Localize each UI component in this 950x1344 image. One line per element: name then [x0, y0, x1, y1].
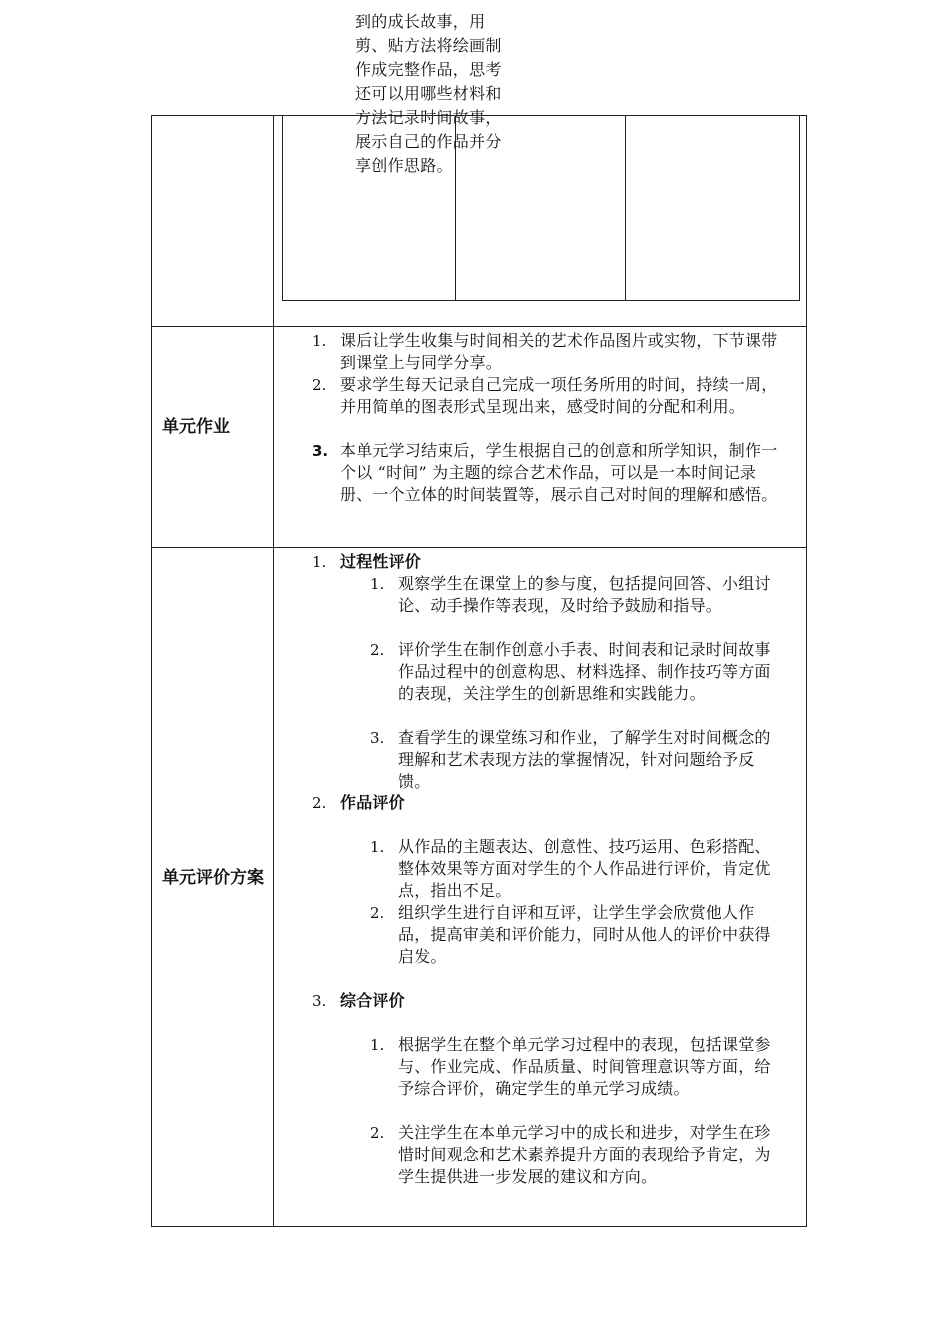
- evaluation-label: 单元评价方案: [162, 868, 264, 888]
- evaluation-item-text: 观察学生在课堂上的参与度，包括提问回答、小组讨论、动手操作等表现，及时给予鼓励和指导。: [398, 574, 771, 615]
- evaluation-section-title: 作品评价: [340, 793, 405, 812]
- homework-item-text: 要求学生每天记录自己完成一项任务所用的时间，持续一周，并用简单的图表形式呈现出来，感受时间的分配和利用。: [340, 375, 778, 416]
- evaluation-item-number: 3.: [370, 729, 385, 747]
- evaluation-item-text: 查看学生的课堂练习和作业，了解学生对时间概念的理解和艺术表现方法的掌握情况，针对问题给予反馈。: [398, 728, 771, 791]
- evaluation-item-text: 关注学生在本单元学习中的成长和进步，对学生在珍惜时间观念和艺术素养提升方面的表现给予肯定，为学生提供进一步发展的建议和方向。: [398, 1123, 771, 1186]
- evaluation-item-text: 评价学生在制作创意小手表、时间表和记录时间故事作品过程中的创意构思、材料选择、制作技巧等方面的表现，关注学生的创新思维和实践能力。: [398, 640, 771, 703]
- evaluation-section-number: 3.: [312, 992, 327, 1010]
- evaluation-item-number: 2.: [370, 1124, 385, 1142]
- table-row-divider: [151, 326, 807, 327]
- homework-label: 单元作业: [162, 417, 230, 437]
- homework-item-text: 课后让学生收集与时间相关的艺术作品图片或实物，下节课带到课堂上与同学分享。: [340, 331, 778, 372]
- evaluation-item-number: 1.: [370, 838, 385, 856]
- homework-item-number: 2.: [312, 376, 327, 394]
- evaluation-item-text: 根据学生在整个单元学习过程中的表现，包括课堂参与、作业完成、作品质量、时间管理意识等方面，给予综合评价，确定学生的单元学习成绩。: [398, 1035, 771, 1098]
- continued-cell-text: 到的成长故事，用剪、贴方法将绘画制作成完整作品，思考还可以用哪些材料和方法记录时间故事，展示自己的作品并分享创作思路。: [355, 12, 502, 175]
- evaluation-section-title: 过程性评价: [340, 552, 422, 571]
- homework-item-number: 3.: [312, 442, 329, 460]
- evaluation-item-number: 1.: [370, 1036, 385, 1054]
- evaluation-item-text: 组织学生进行自评和互评，让学生学会欣赏他人作品，提高审美和评价能力，同时从他人的评价中获得启发。: [398, 903, 771, 966]
- evaluation-item-text: 从作品的主题表达、创意性、技巧运用、色彩搭配、整体效果等方面对学生的个人作品进行评价，肯定优点，指出不足。: [398, 837, 771, 900]
- homework-item-number: 1.: [312, 332, 327, 350]
- table-row-divider: [151, 547, 807, 548]
- homework-item-text: 本单元学习结束后，学生根据自己的创意和所学知识，制作一个以 “时间” 为主题的综合艺术作品，可以是一本时间记录册、一个立体的时间装置等，展示自己对时间的理解和感悟。: [340, 441, 778, 504]
- evaluation-section-title: 综合评价: [340, 991, 405, 1010]
- evaluation-section-number: 1.: [312, 553, 327, 571]
- evaluation-item-number: 1.: [370, 575, 385, 593]
- table-column-divider: [273, 115, 274, 1227]
- evaluation-item-number: 2.: [370, 904, 385, 922]
- evaluation-section-number: 2.: [312, 794, 327, 812]
- evaluation-item-number: 2.: [370, 641, 385, 659]
- nested-column-divider: [625, 115, 626, 300]
